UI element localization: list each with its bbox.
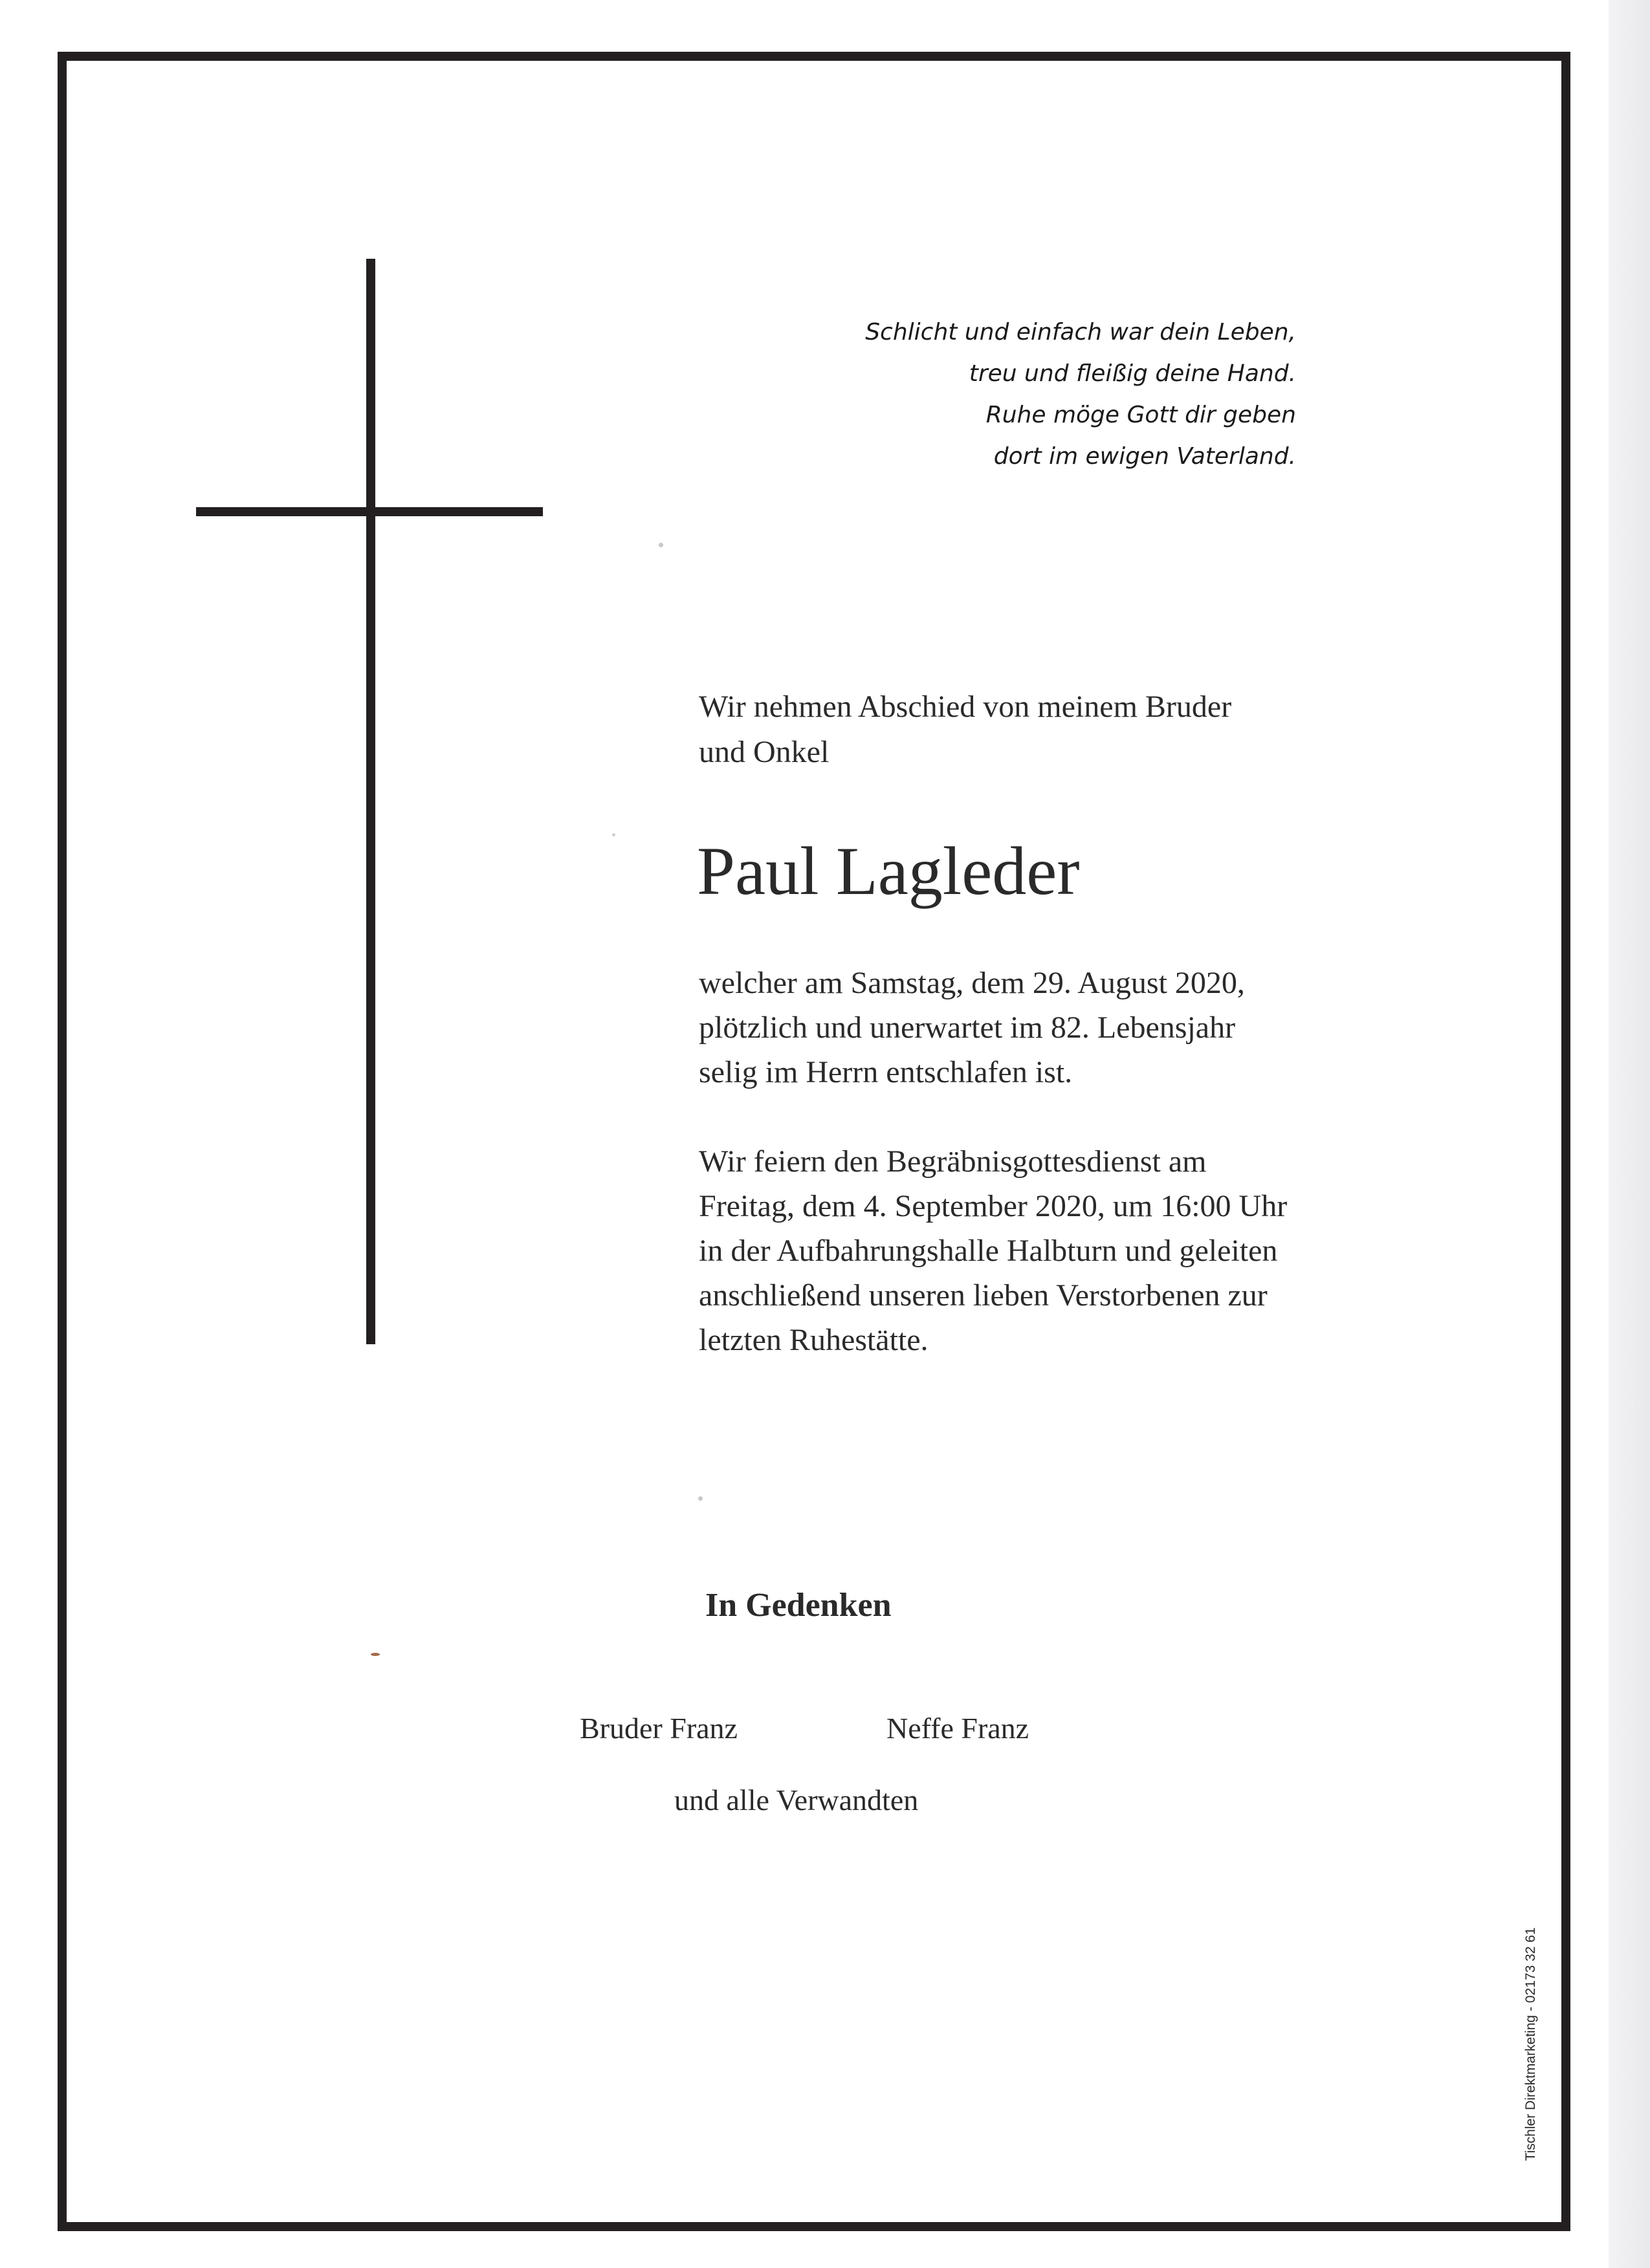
passing-line: plötzlich und unerwartet im 82. Lebensjahr xyxy=(699,1010,1236,1045)
service-line: Wir feiern den Begräbnisgottesdienst am xyxy=(699,1144,1207,1179)
scan-speck xyxy=(698,1496,703,1501)
passing-notice xyxy=(699,961,1501,1095)
poem-line: treu und fleißig deine Hand. xyxy=(969,360,1296,387)
farewell-intro xyxy=(699,684,1475,775)
poem-line: dort im ewigen Vaterland. xyxy=(993,443,1296,470)
service-line: letzten Ruhestätte. xyxy=(699,1323,929,1357)
mourner-nephew: Neffe Franz xyxy=(886,1712,1029,1745)
cross-icon-vertical-beam xyxy=(366,259,375,1344)
memory-heading: In Gedenken xyxy=(705,1587,892,1624)
scan-background-edge xyxy=(1609,0,1650,2268)
service-line: in der Aufbahrungshalle Halbturn und geleiten xyxy=(699,1234,1278,1268)
scan-speck xyxy=(371,1653,380,1656)
scan-speck xyxy=(612,833,615,836)
service-line: Freitag, dem 4. September 2020, um 16:00 Uhr xyxy=(699,1189,1288,1223)
mourner-brother: Bruder Franz xyxy=(580,1712,738,1745)
funeral-service-notice xyxy=(699,1139,1501,1362)
intro-line: Wir nehmen Abschied von meinem Bruder xyxy=(699,690,1232,724)
intro-line: und Onkel xyxy=(699,735,830,769)
passing-line: selig im Herrn entschlafen ist. xyxy=(699,1055,1073,1089)
printer-credit: Tischler Direktmarketing - 02173 32 61 xyxy=(1523,1927,1538,2161)
scan-speck xyxy=(659,543,663,547)
deceased-name: Paul Lagleder xyxy=(697,833,1080,909)
mourner-relatives: und alle Verwandten xyxy=(674,1783,919,1816)
poem-line: Schlicht und einfach war dein Leben, xyxy=(865,319,1296,345)
passing-line: welcher am Samstag, dem 29. August 2020, xyxy=(699,966,1245,1000)
memorial-poem xyxy=(865,312,1296,477)
cross-icon-horizontal-beam xyxy=(196,507,543,516)
service-line: anschließend unseren lieben Verstorbenen zur xyxy=(699,1278,1268,1313)
poem-line: Ruhe möge Gott dir geben xyxy=(985,402,1296,428)
